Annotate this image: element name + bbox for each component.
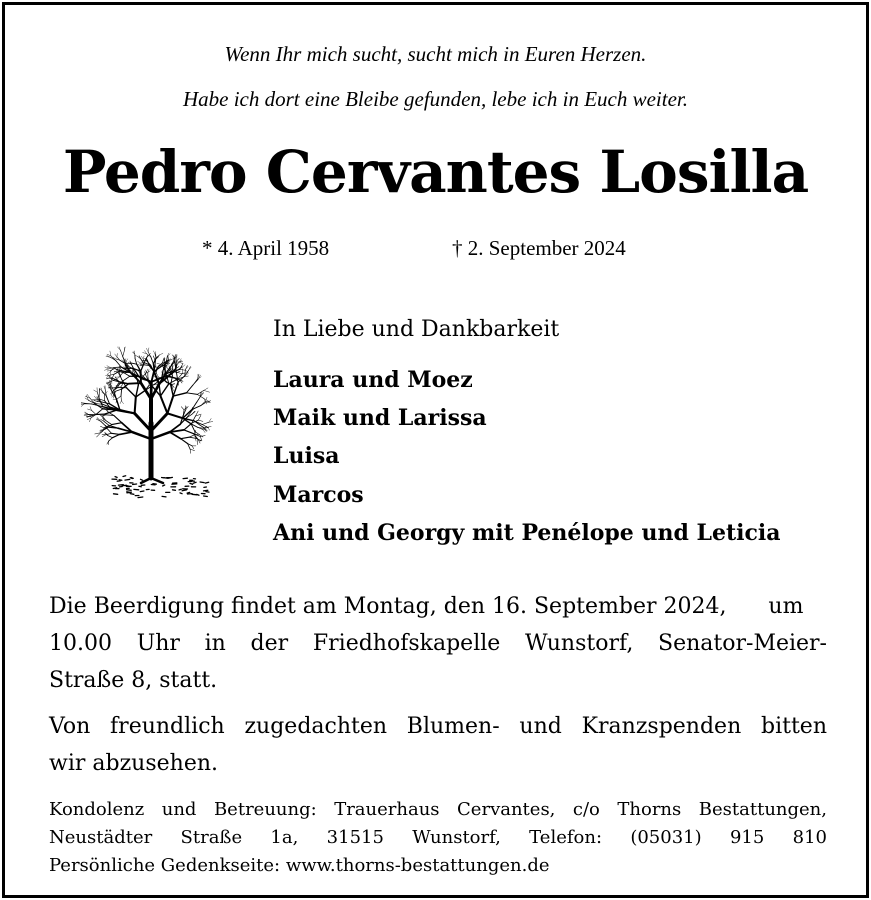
funeral-line-1: Die Beerdigung findet am Montag, den 16. September 2024, um bbox=[49, 594, 804, 619]
mourner-name: Marcos bbox=[273, 482, 364, 508]
flower-line-2: wir abzusehen. bbox=[49, 751, 218, 776]
deceased-name: Pedro Cervantes Losilla bbox=[62, 138, 809, 206]
birth-date: * 4. April 1958 bbox=[202, 236, 330, 260]
mourner-name: Luisa bbox=[273, 443, 340, 469]
funeral-line-3: Straße 8, statt. bbox=[49, 668, 218, 693]
mourner-name: Ani und Georgy mit Penélope und Leticia bbox=[273, 520, 781, 546]
funeral-notice bbox=[49, 588, 827, 699]
contact-line-2: Neustädter Straße 1a, 31515 Wunstorf, Telefon: (05031) 915 810 bbox=[49, 827, 827, 848]
mourner-name: Laura und Moez bbox=[273, 367, 473, 393]
contact-line-1: Kondolenz und Betreuung: Trauerhaus Cervantes, c/o Thorns Bestattungen, bbox=[49, 799, 827, 820]
memorial-page-line: Persönliche Gedenkseite: www.thorns-bestattungen.de bbox=[49, 855, 550, 876]
mourner-name: Maik und Larissa bbox=[273, 405, 487, 431]
obituary-card bbox=[2, 2, 869, 898]
poem-line-1: Wenn Ihr mich sucht, sucht mich in Euren Herzen. bbox=[224, 42, 647, 66]
funeral-line-2: 10.00 Uhr in der Friedhofskapelle Wunstorf, Senator-Meier- bbox=[49, 631, 827, 656]
flower-notice bbox=[49, 708, 827, 782]
contact-info bbox=[49, 796, 827, 880]
mourners-intro: In Liebe und Dankbarkeit bbox=[273, 317, 560, 342]
tree-icon bbox=[81, 313, 213, 503]
poem-line-2: Habe ich dort eine Bleibe gefunden, lebe ich in Euch weiter. bbox=[182, 87, 688, 111]
death-date: † 2. September 2024 bbox=[452, 236, 626, 260]
flower-line-1: Von freundlich zugedachten Blumen- und Kranzspenden bitten bbox=[49, 714, 827, 739]
